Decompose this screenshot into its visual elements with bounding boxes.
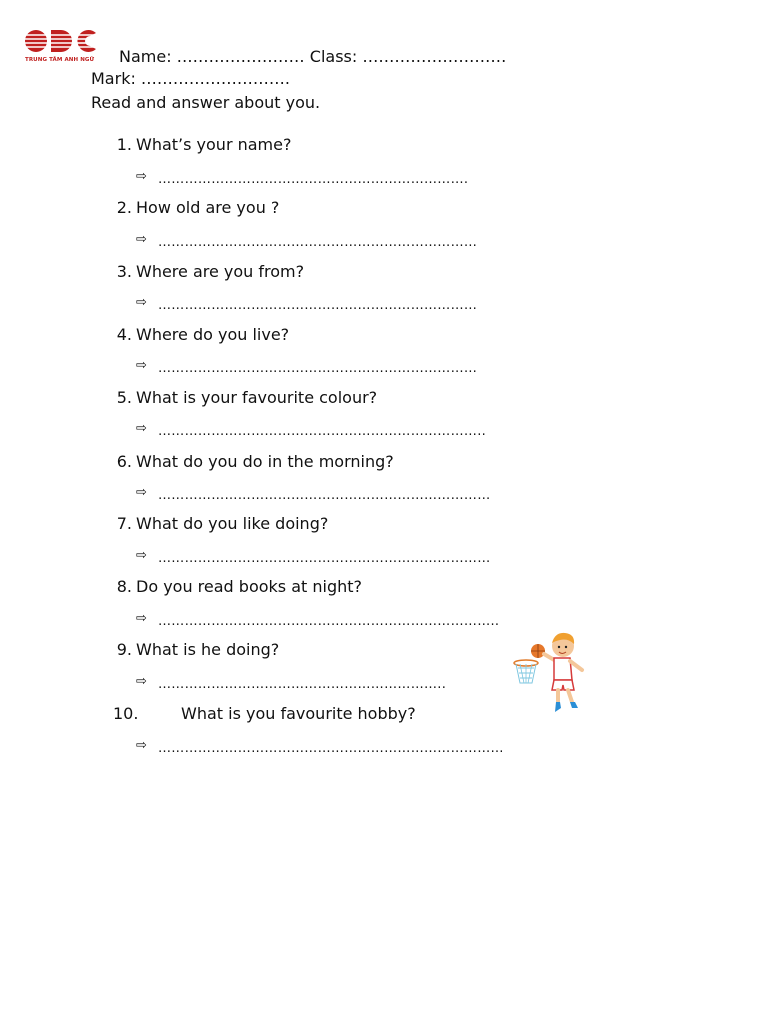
answer-line-5[interactable]: ……………………………………………………………….. <box>158 424 487 439</box>
right-arrow-outline-icon: ⇨ <box>136 674 147 689</box>
question-9-number: 9. <box>116 640 132 659</box>
boy-playing-basketball-icon <box>508 628 596 718</box>
answer-line-4[interactable]: ……………………………………………………………… <box>158 361 478 376</box>
answer-line-3[interactable]: ……………………………………………………………… <box>158 298 478 313</box>
question-8-number: 8. <box>116 577 132 596</box>
answer-line-8[interactable]: ………………………………………………………………….. <box>158 614 500 629</box>
right-arrow-outline-icon: ⇨ <box>136 169 147 184</box>
right-arrow-outline-icon: ⇨ <box>136 232 147 247</box>
question-6-number: 6. <box>116 452 132 471</box>
question-8-text: Do you read books at night? <box>136 577 363 596</box>
question-6-text: What do you do in the morning? <box>136 452 394 471</box>
question-9-text: What is he doing? <box>136 640 280 659</box>
question-7-number: 7. <box>116 514 132 533</box>
answer-line-10[interactable]: …………………………………………………………………… <box>158 741 504 756</box>
right-arrow-outline-icon: ⇨ <box>136 548 147 563</box>
question-5-number: 5. <box>116 388 132 407</box>
mark-line: Mark: ………………………. <box>91 69 291 88</box>
question-1-number: 1. <box>116 135 132 154</box>
question-2-number: 2. <box>116 198 132 217</box>
question-7-text: What do you like doing? <box>136 514 329 533</box>
question-10-text: What is you favourite hobby? <box>181 704 416 723</box>
right-arrow-outline-icon: ⇨ <box>136 421 147 436</box>
right-arrow-outline-icon: ⇨ <box>136 738 147 753</box>
logo-subtitle: TRUNG TÂM ANH NGỮ <box>25 57 95 63</box>
question-2-text: How old are you ? <box>136 198 280 217</box>
question-5-text: What is your favourite colour? <box>136 388 378 407</box>
question-3-number: 3. <box>116 262 132 281</box>
answer-line-7[interactable]: ………………………………………………………………… <box>158 551 491 566</box>
name-class-line: Name: …………………… Class: ……………………… <box>119 47 507 66</box>
answer-line-1[interactable]: ……………………………………………………………. <box>158 172 469 187</box>
right-arrow-outline-icon: ⇨ <box>136 611 147 626</box>
right-arrow-outline-icon: ⇨ <box>136 358 147 373</box>
question-4-number: 4. <box>116 325 132 344</box>
answer-line-2[interactable]: ……………………………………………………………… <box>158 235 478 250</box>
question-3-text: Where are you from? <box>136 262 305 281</box>
right-arrow-outline-icon: ⇨ <box>136 485 147 500</box>
right-arrow-outline-icon: ⇨ <box>136 295 147 310</box>
question-1-text: What’s your name? <box>136 135 292 154</box>
question-4-text: Where do you live? <box>136 325 290 344</box>
question-10-number: 10. <box>113 704 139 723</box>
answer-line-9[interactable]: ……………………………………………………….. <box>158 677 447 692</box>
answer-line-6[interactable]: ………………………………………………………………… <box>158 488 491 503</box>
instruction-text: Read and answer about you. <box>91 93 321 112</box>
